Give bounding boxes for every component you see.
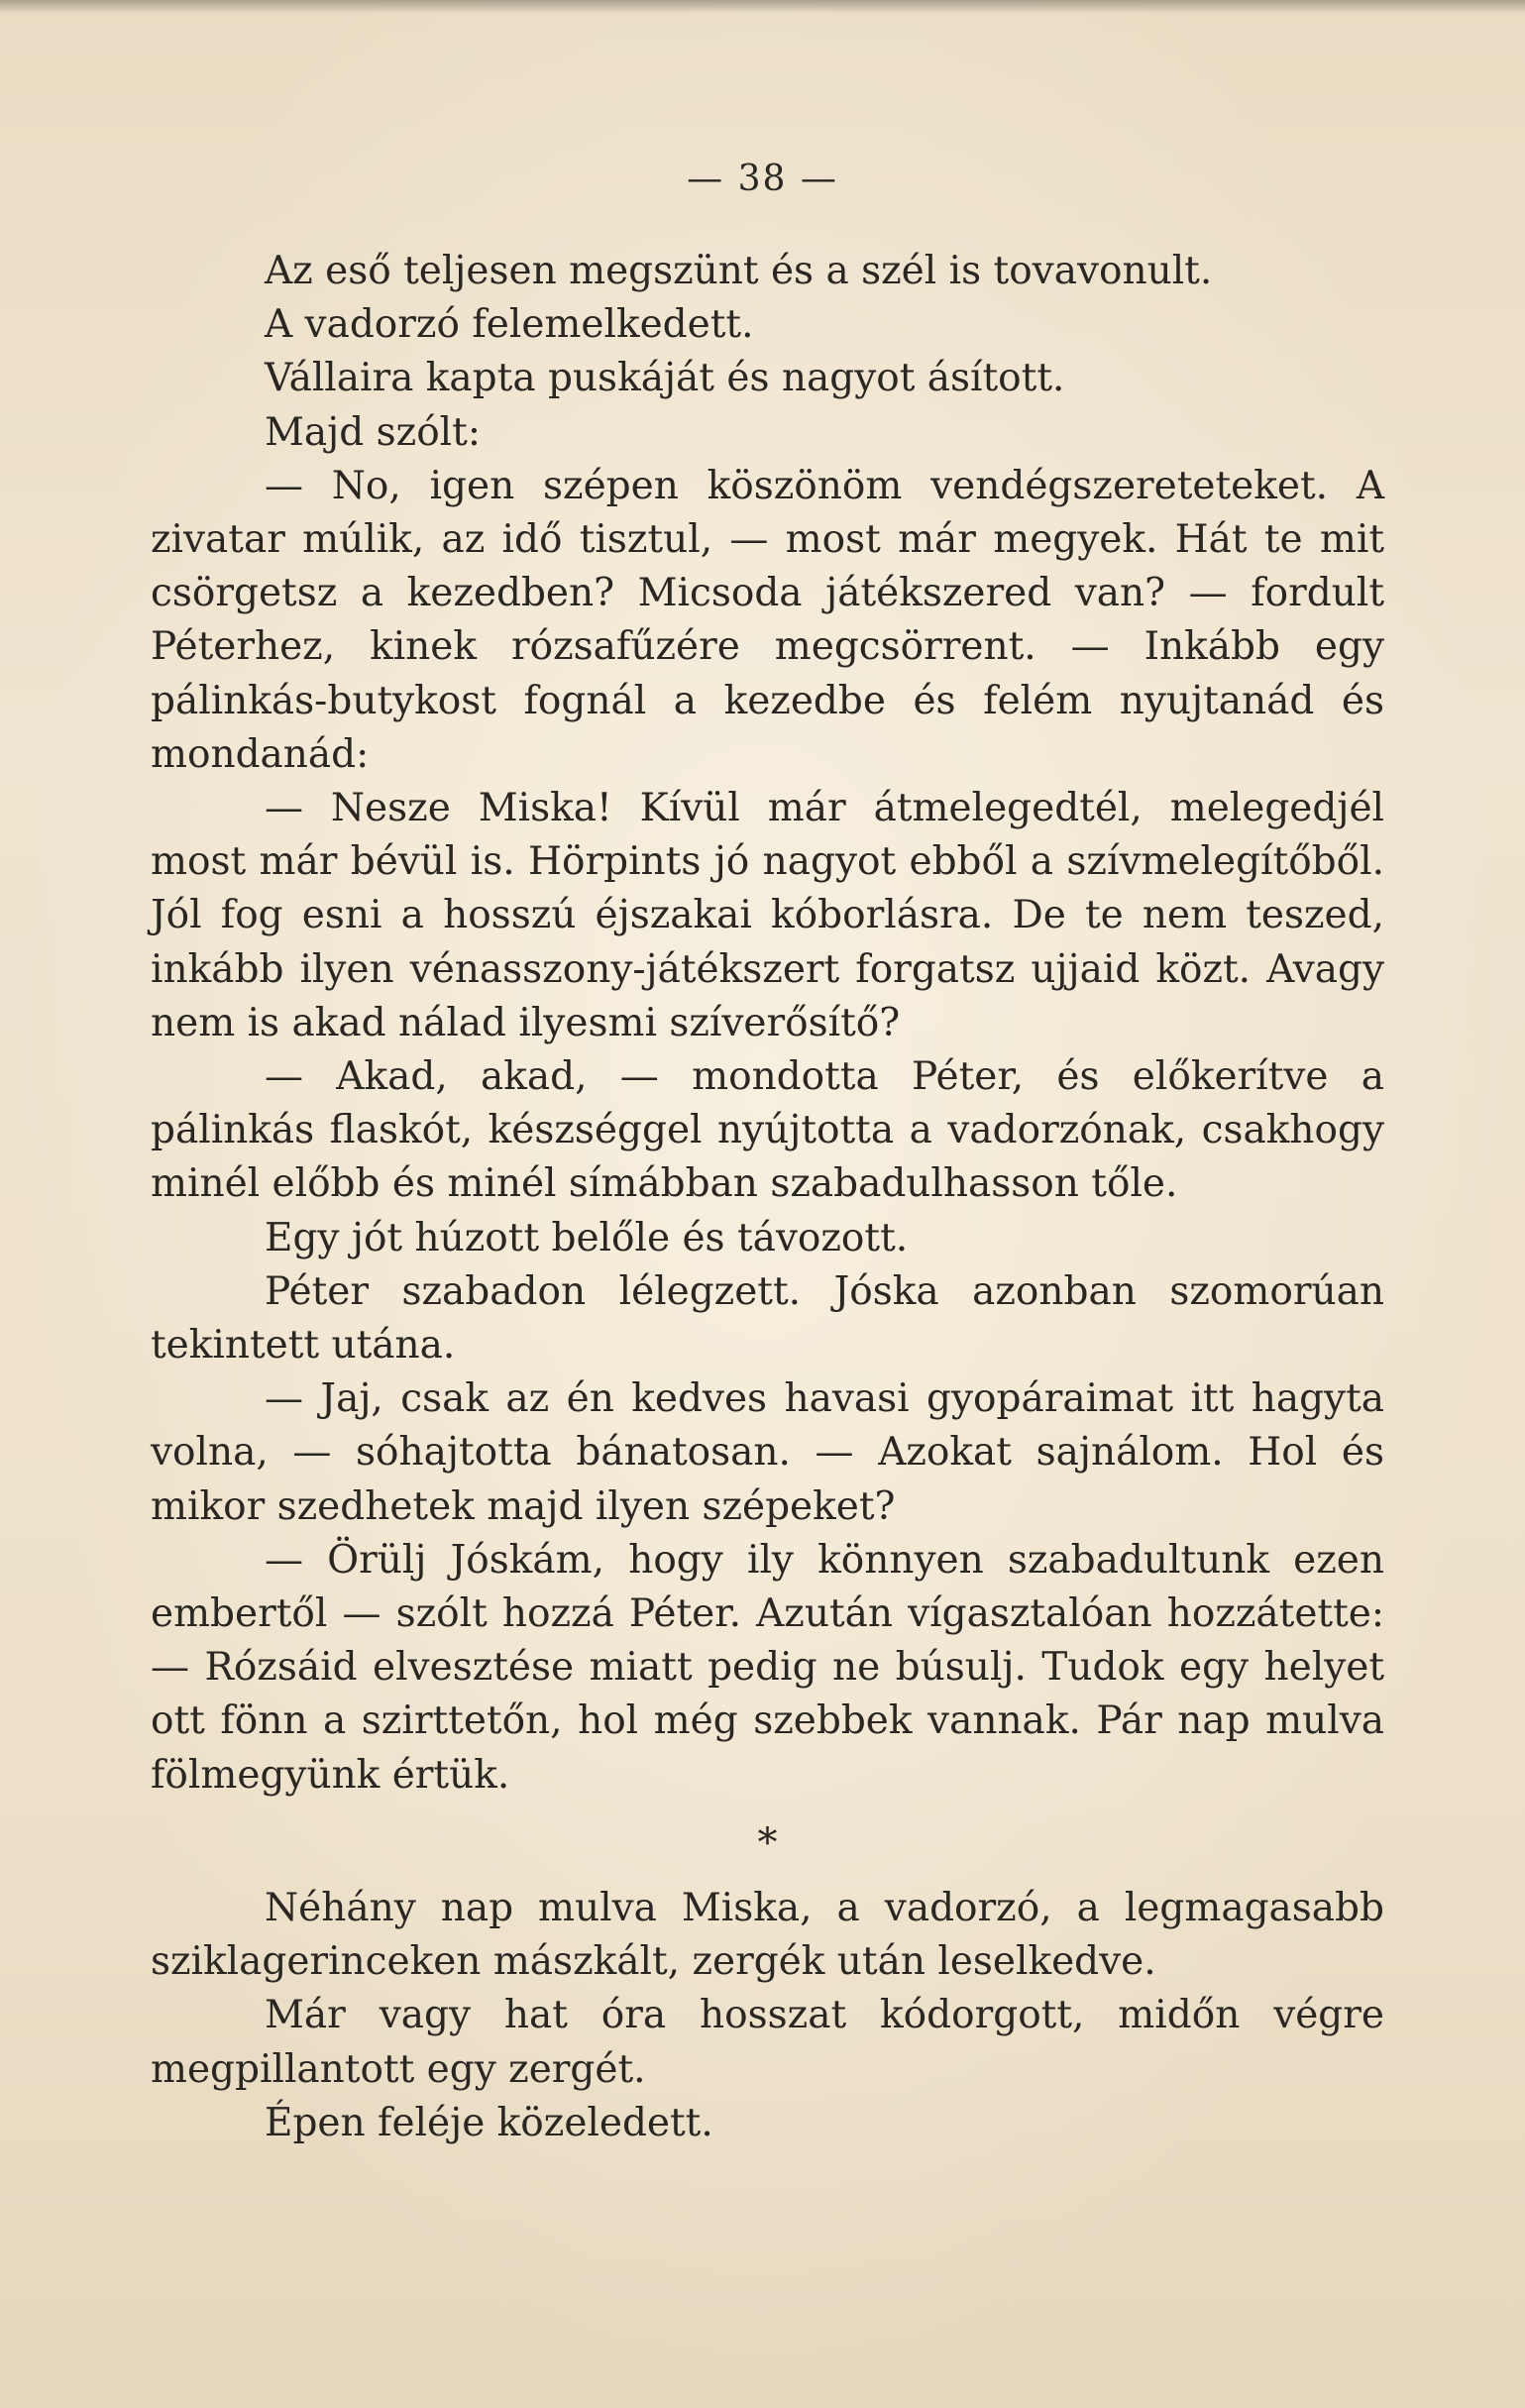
- paragraph: — No, igen szépen köszönöm vendégszereteteket. A zivatar múlik, az idő tisztul, — most már megyek. Hát te mit csörgetsz a kezedben? Micsoda játékszered van? — fordult Péterhez, kinek rózsafűzére megcsörrent. — Inkább egy pálinkás-butykost fognál a kezedbe és felém nyujtanád és mondanád:: [151, 463, 1384, 777]
- paragraph: — Örülj Jóskám, hogy ily könnyen szabadultunk ezen embertől — szólt hozzá Péter. Azután vígasztalóan hozzátette: — Rózsáid elvesztése miatt pedig ne búsulj. Tudok egy helyet ott fönn a szirttetőn, hol még szebbek vannak. Pár nap mulva fölmegyünk értük.: [151, 1537, 1384, 1798]
- paragraph: Épen feléje közeledett.: [265, 2100, 713, 2145]
- paragraph: A vadorzó felemelkedett.: [265, 302, 754, 348]
- body-text: [151, 245, 1384, 2150]
- paragraph: Néhány nap mulva Miska, a vadorzó, a legmagasabb sziklagerinceken mászkált, zergék után leselkedve.: [151, 1885, 1384, 1985]
- paragraph: Már vagy hat óra hosszat kódorgott, midőn végre megpillantott egy zergét.: [151, 1993, 1384, 2092]
- section-separator: *: [757, 1819, 778, 1866]
- paragraph: — Jaj, csak az én kedves havasi gyopáraimat itt hagyta volna, — sóhajtotta bánatosan. — Azokat sajnálom. Hol és mikor szedhetek majd ilyen szépeket?: [151, 1376, 1384, 1529]
- page-top-edge: [0, 0, 1525, 14]
- paragraph: Vállaira kapta puskáját és nagyot ásított.: [265, 356, 1065, 401]
- paragraph: Péter szabadon lélegzett. Jóska azonban szomorúan tekintett utána.: [151, 1268, 1384, 1368]
- paragraph: Majd szólt:: [265, 409, 481, 455]
- paragraph: — Nesze Miska! Kívül már átmelegedtél, melegedjél most már bévül is. Hörpints jó nagyot ebből a szívmelegítőből. Jól fog esni a hosszú éjszakai kóborlásra. De te nem teszed, inkább ilyen vénasszony-játékszert forgatsz ujjaid közt. Avagy nem is akad nálad ilyesmi szíverősítő?: [151, 786, 1384, 1045]
- paragraph: Egy jót húzott belőle és távozott.: [265, 1215, 909, 1260]
- paragraph: — Akad, akad, — mondotta Péter, és előkerítve a pálinkás flaskót, készséggel nyújtotta a vadorzónak, csakhogy minél előbb és minél símábban szabadulhasson tőle.: [151, 1054, 1384, 1207]
- page-number: — 38 —: [687, 159, 838, 199]
- paragraph: Az eső teljesen megszünt és a szél is tovavonult.: [265, 249, 1213, 293]
